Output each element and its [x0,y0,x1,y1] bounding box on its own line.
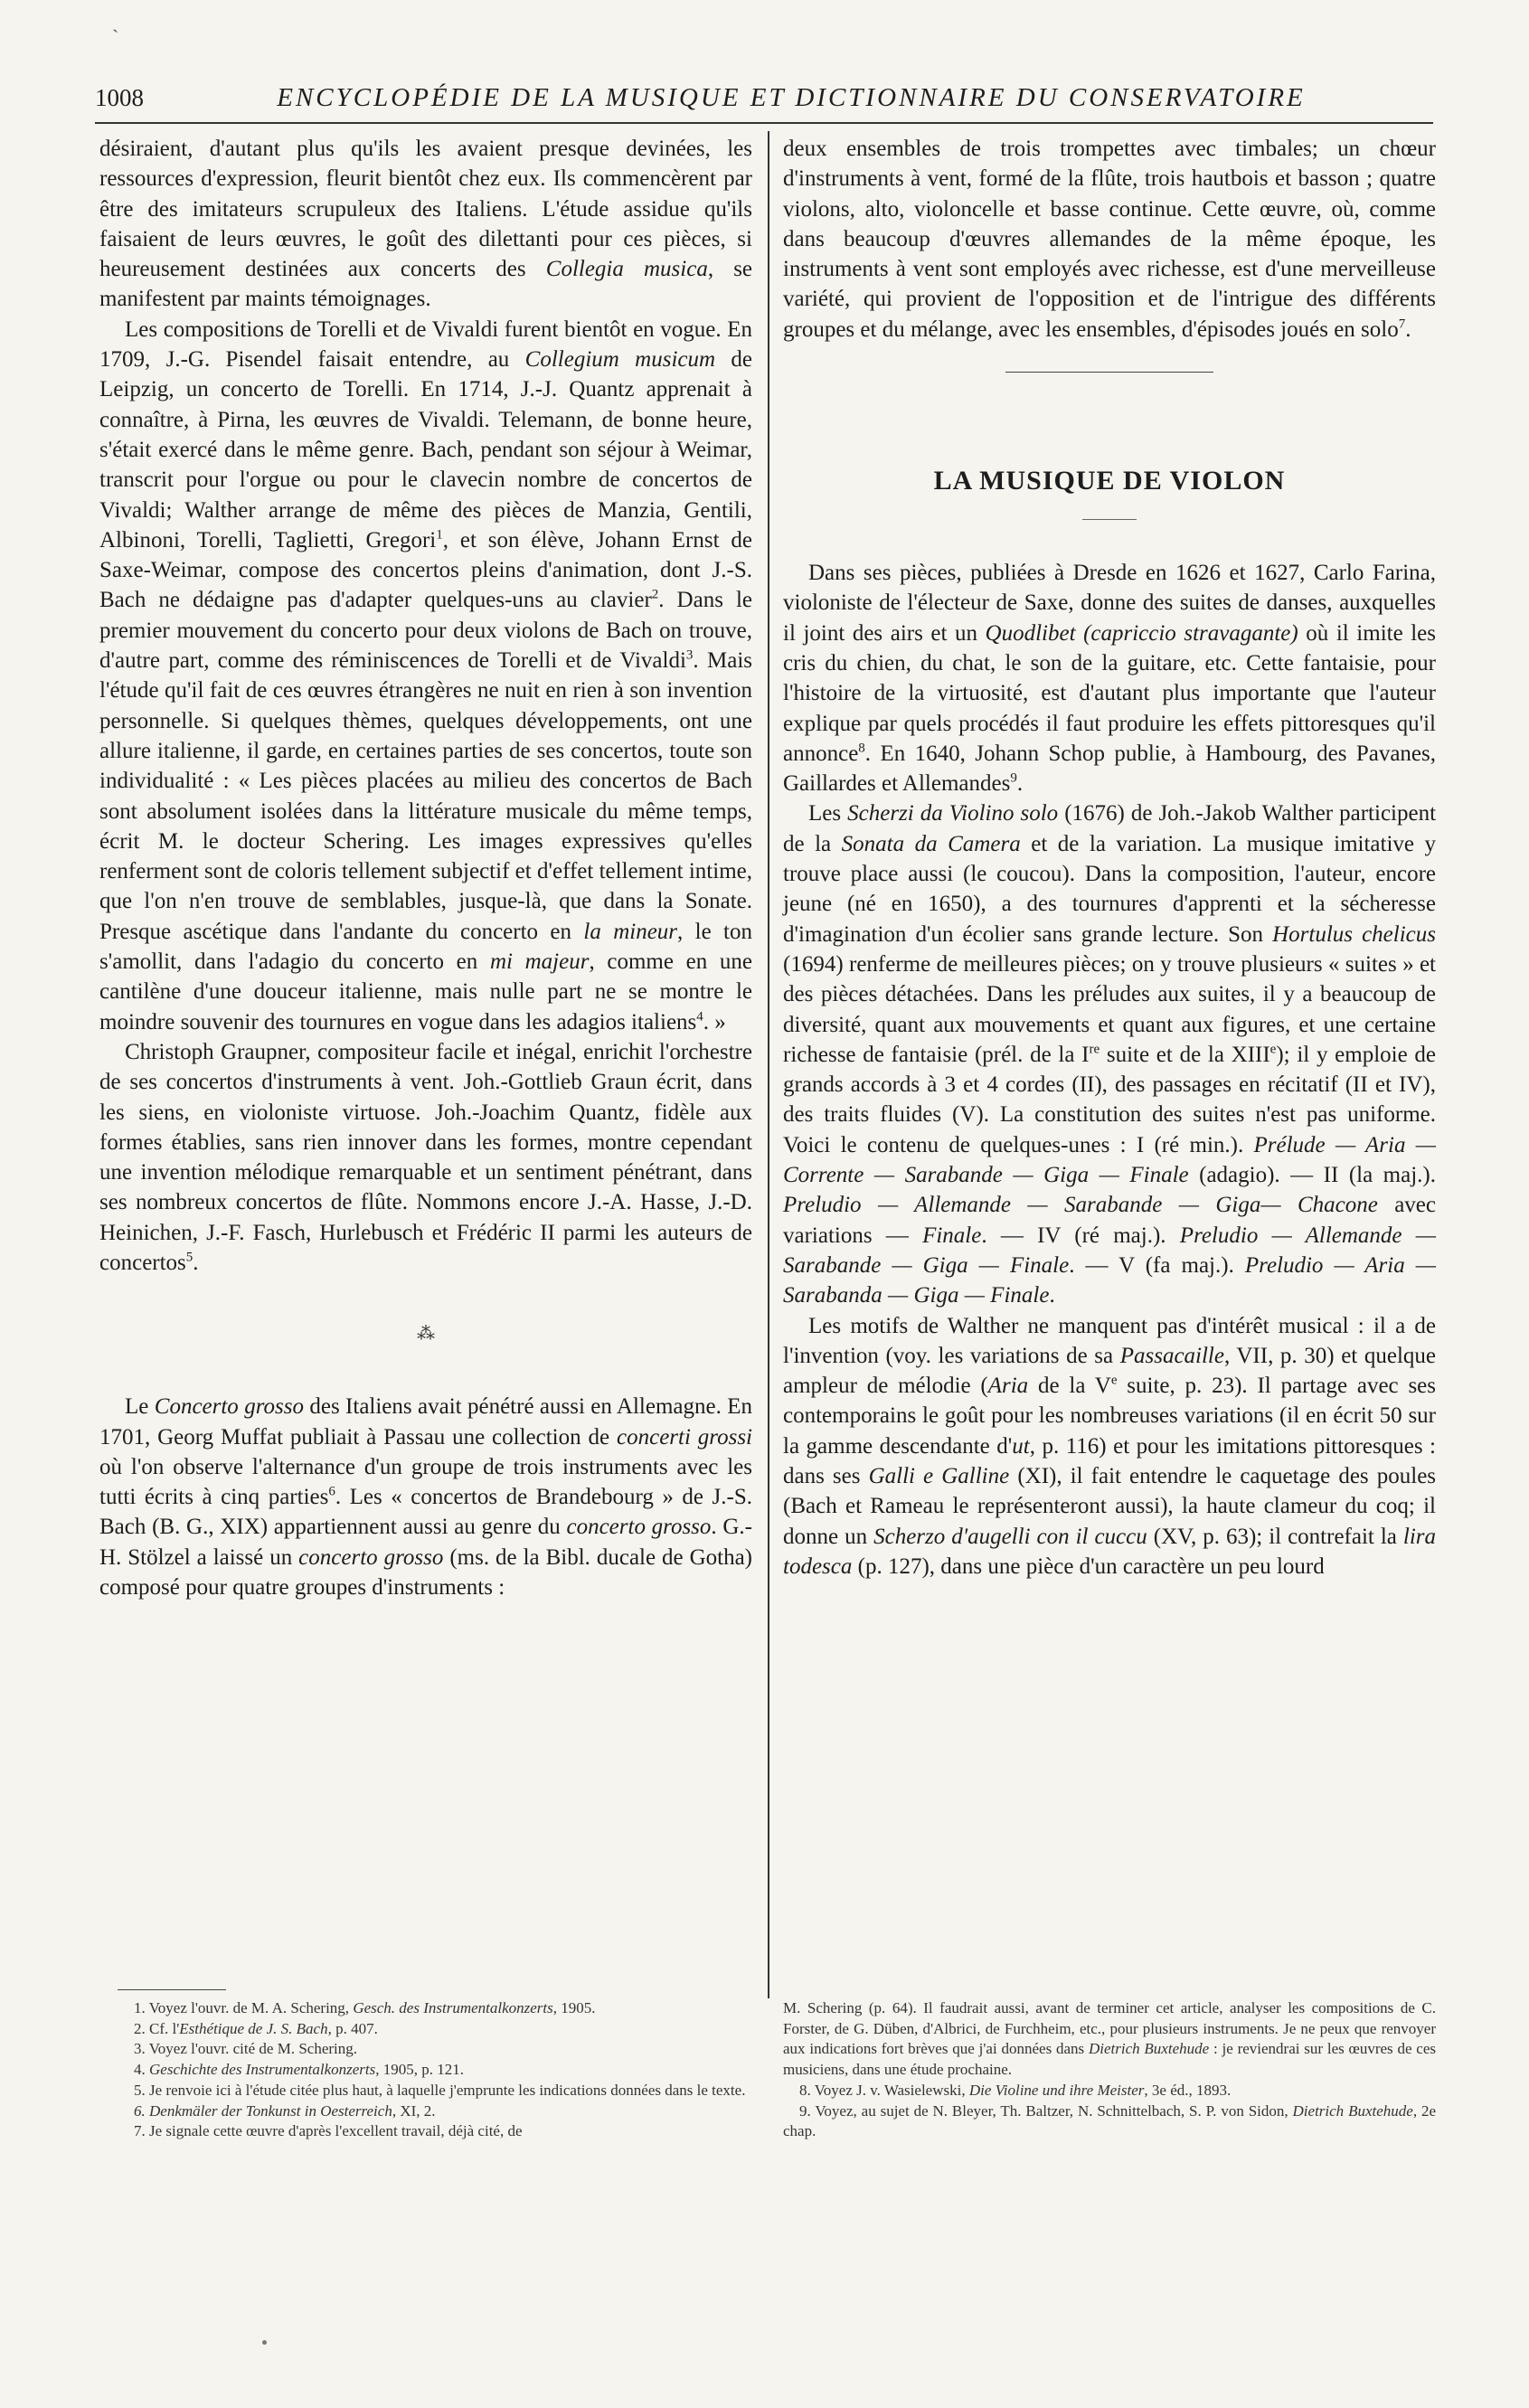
footnote: 8. Voyez J. v. Wasielewski, Die Violine und ihre Meister, 3e éd., 1893. [799,2081,1232,2099]
paragraph: Christoph Graupner, compositeur facile et inégal, enrichit l'orchestre de ses concertos d'instruments à vent. Joh.-Gottlieb Graun écrit, dans les siens, en violoniste virtuose. Joh.-Joachim Quantz, fidèle aux formes établies, sans rien innover dans les formes, montre cependant une invention mélodique remarquable et un sentiment pénétrant, dans ses nombreux concertos de flûte. Nommons encore J.-A. Hasse, J.-D. Heinichen, J.-F. Fasch, Hurlebusch et Frédéric II parmi les auteurs de concertos$^5$. [99,1039,752,1275]
print-speck [262,2340,267,2345]
left-column [99,134,752,1602]
footnote: 2. Cf. l'Esthétique de J. S. Bach, p. 407. [134,2019,378,2037]
title-ornament-rule [1082,519,1137,520]
footnote-ref: 4 [696,1009,703,1025]
paragraph: Dans ses pièces, publiées à Dresde en 1626 et 1627, Carlo Farina, violoniste de l'électeur de Saxe, donne des suites de danses, auxquelles il joint des airs et un Quodlibet (capriccio stravagante) où il imite les cris du chien, du chat, le son de la guitare, etc. Cette fantaisie, pour l'histoire de la virtuosité, est d'autant plus importante que l'auteur explique par quels procédés il faut produire les effets pittoresques qu'il annonce$^8$. En 1640, Johann Schop publie, à Hambourg, des Pavanes, Gaillardes et Allemandes$^9$. [783,561,1437,797]
scan-mark: ` [112,25,119,48]
footnote: 3. Voyez l'ouvr. cité de M. Schering. [134,2040,358,2058]
footnote-ref: 6 [328,1484,335,1499]
footnote-ref: 1 [436,527,443,543]
footnote-ref: 7 [1398,316,1406,332]
footnote-ref: 3 [685,647,694,663]
footnote: 4. Geschichte des Instrumentalkonzerts, 1905, p. 121. [134,2061,464,2079]
footnotes-left [118,1998,752,2142]
footnote-ref: 9 [1010,770,1017,786]
section-rule [1005,372,1213,373]
footnote-continuation: M. Schering (p. 64). Il faudrait aussi, avant de terminer cet article, analyser les compositions de C. Forster, de G. Düben, d'Albrici, de Furchheim, etc., pour plusieurs instruments. Je ne peux que renvoyer aux indications fort brèves que j'ai données dans Dietrich Buxtehude : je reviendrai sur les œuvres de ces musiciens, dans une étude prochaine. [783,1999,1437,2079]
footnote-rule-left [118,1989,226,1990]
page-header [95,83,1433,113]
running-title: ENCYCLOPÉDIE DE LA MUSIQUE ET DICTIONNAIRE DU CONSERVATOIRE [277,83,1306,112]
paragraph: deux ensembles de trois trompettes avec timbales; un chœur d'instruments à vent, formé de la flûte, trois hautbois et basson ; quatre violons, alto, violoncelle et basse continue. Cette œuvre, où, comme dans beaucoup d'œuvres allemandes de la même époque, les instruments à vent sont employés avec richesse, est d'une merveilleuse variété, qui provient de l'opposition et de l'intrigue des différents groupes et du mélange, avec les ensembles, d'épisodes joués en solo$^7$. [783,137,1436,342]
paragraph: désiraient, d'autant plus qu'ils les avaient presque devinées, les ressources d'expression, fleurit bientôt chez eux. Ils commencèrent par être des imitateurs scrupuleux des Italiens. L'étude assidue qu'ils faisaient de leurs œuvres, le goût des dilettanti pour ces pièces, si heureusement destinées aux concerts des Collegia musica, se manifestent par maints témoignages. [99,137,753,312]
right-column [783,134,1436,1582]
footnote: 9. Voyez, au sujet de N. Bleyer, Th. Baltzer, N. Schnittelbach, S. P. von Sidon, Dietrich Buxtehude, 2e chap. [783,2101,1437,2140]
footnote: 6. Denkmäler der Tonkunst in Oesterreich, XI, 2. [134,2101,436,2120]
page-number: 1008 [95,84,144,111]
footnote: 5. Je renvoie ici à l'étude citée plus haut, à laquelle j'emprunte les indications données dans le texte. [134,2081,746,2099]
footnote-ref: 2 [651,588,659,603]
asterism-separator: ⁂ [417,1324,435,1345]
footnote-ref: 5 [185,1250,193,1265]
header-rule [95,122,1433,124]
footnote: 1. Voyez l'ouvr. de M. A. Schering, Gesch. des Instrumentalkonzerts, 1905. [134,1999,596,2016]
column-divider [768,131,769,1998]
paragraph: Les motifs de Walther ne manquent pas d'intérêt musical : il a de l'invention (voy. les variations de sa Passacaille, VII, p. 30) et quelque ampleur de mélodie (Aria de la Ve suite, p. 23). Il partage avec ses contemporains le goût pour les nombreuses variations (il en écrit 50 sur la gamme descendante d'ut, p. 116) et pour les imitations pittoresques : dans ses Galli e Galline (XI), il fait entendre le caquetage des poules (Bach et Rameau le représenteront aussi), la haute clameur du coq; il donne un Scherzo d'augelli con il cuccu (XV, p. 63); il contrefait la lira todesca (p. 127), dans une pièce d'un caractère un peu lourd [783,1313,1437,1579]
footnote-ref: 8 [858,741,865,756]
paragraph: Les Scherzi da Violino solo (1676) de Joh.-Jakob Walther participent de la Sonata da Camera et de la variation. La musique imitative y trouve place aussi (le coucou). Dans la composition, l'auteur, encore jeune (né en 1650), a des tournures d'apprenti et la sécheresse d'imagination d'un écolier sans grande lecture. Son Hortulus chelicus (1694) renferme de meilleures pièces; on y trouve plusieurs « suites » et des pièces détachées. Dans les préludes aux suites, il y a beaucoup de diversité, quant aux mouvements et quant aux figures, et une certaine richesse de fantaisie (prél. de la Ire suite et de la XIIIe); il y emploie de grands accords à 3 et 4 cordes (II), des passages en récitatif (II et IV), des traits fluides (V). La constitution des suites n'est pas uniforme. Voici le contenu de quelques-unes : I (ré min.). Prélude — Aria — Corrente — Sarabande — Giga — Finale (adagio). — II (la maj.). Preludio — Allemande — Sarabande — Giga— Chacone avec variations — Finale. — IV (ré maj.). Preludio — Allemande — Sarabande — Giga — Finale. — V (fa maj.). Preludio — Aria — Sarabanda — Giga — Finale. [783,801,1437,1308]
paragraph: Le Concerto grosso des Italiens avait pénétré aussi en Allemagne. En 1701, Georg Muffat publiait à Passau une collection de concerti grossi où l'on observe l'alternance d'un groupe de trois instruments avec les tutti écrits à cinq parties$^6$. Les « concertos de Brandebourg » de J.-S. Bach (B. G., XIX) appartiennent aussi au genre du concerto grosso. G.-H. Stölzel a laissé un concerto grosso (ms. de la Bibl. ducale de Gotha) composé pour quatre groupes d'instruments : [99,1394,753,1601]
footnote: 7. Je signale cette œuvre d'après l'excellent travail, déjà cité, de [134,2122,523,2140]
footnotes-right [783,1998,1436,2142]
paragraph: Les compositions de Torelli et de Vivaldi furent bientôt en vogue. En 1709, J.-G. Pisendel faisait entendre, au Collegium musicum de Leipzig, un concerto de Torelli. En 1714, J.-J. Quantz apprenait à connaître, à Pirna, les œuvres de Vivaldi. Telemann, de bonne heure, s'était exercé dans le même genre. Bach, pendant son séjour à Weimar, transcrit pour l'orgue ou pour le clavecin nombre de concertos de Vivaldi; Walther arrange de même des pièces de Manzia, Gentili, Albinoni, Torelli, Taglietti, Gregori$^1$, et son élève, Johann Ernst de Saxe-Weimar, compose des concertos pleins d'animation, dont J.-S. Bach ne dédaigne pas d'adapter quelques-uns au clavier$^2$. Dans le premier mouvement du concerto pour deux violons de Bach on trouve, d'autre part, comme des réminiscences de Torelli et de Vivaldi$^3$. Mais l'étude qu'il fait de ces œuvres étrangères ne nuit en rien à son invention personnelle. Si quelques thèmes, quelques développements, ont une allure italienne, il garde, en certaines parties de ses concertos, toute son individualité : « Les pièces placées au milieu des concertos de Bach sont absolument isolées dans la littérature musicale du même temps, écrit M. le docteur Schering. Les images expressives qu'elles renferment sont de coloris tellement subjectif et d'effet tellement intime, que l'on n'en trouve de semblables, jusque-là, que dans la Sonate. Presque ascétique dans l'andante du concerto en la mineur, le ton s'amollit, dans l'adagio du concerto en mi majeur, comme en une cantilène d'une douceur italienne, mais nulle part ne se montre le moindre souvenir des tournures en vogue dans les adagios italiens$^4$. » [99,316,753,1034]
section-title: LA MUSIQUE DE VIOLON [933,466,1286,496]
